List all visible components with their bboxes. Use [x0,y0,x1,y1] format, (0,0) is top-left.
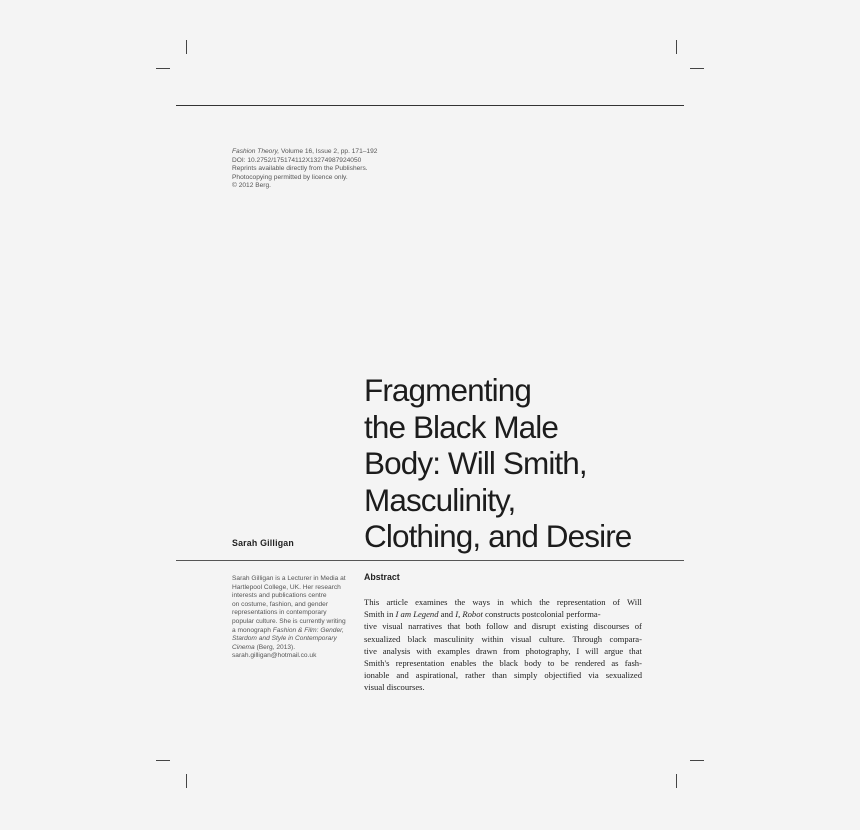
abstract-word: This [364,597,380,607]
abstract-body [364,596,642,694]
abstract-word: black [499,658,519,669]
crop-mark-bottom-left-horizontal [156,760,170,761]
abstract-word: and [513,621,527,632]
abstract-word: argue [604,645,624,656]
bio-line: representations in contemporary [232,609,327,617]
abstract-word: of [612,597,620,607]
abstract-word: body [524,658,542,669]
pub-info-doi: DOI: 10.2752/175174112X13274987924050 [232,156,362,164]
title-line: Fragmenting [364,372,531,408]
title-line: Masculinity, [364,481,516,518]
abstract-word: rather [465,670,486,681]
abstract-word: ways [472,597,491,607]
bio-line: Sarah Gilligan is a Lecturer in Media at [232,575,346,582]
author-email: sarah.gilligan@hotmail.co.uk [232,652,317,660]
crop-mark-bottom-right-horizontal [690,760,704,761]
abstract-line [364,633,642,645]
abstract-line [364,596,642,608]
abstract-word: examines [415,597,448,607]
abstract-word: sexualized [605,670,642,681]
abstract-word: examples [437,645,470,656]
header-rule [176,105,684,106]
abstract-word: masculinity [433,633,474,644]
pub-info-reprints: Reprints available directly from the Publishers. [232,165,368,173]
bio-line: Stardom and Style in Contemporary [232,635,337,643]
abstract-word: that [447,621,461,632]
bio-line: Hartlepool College, UK. Her research [232,583,341,591]
abstract-word: and [396,670,409,681]
abstract-word: the [539,597,550,607]
abstract-word: I [576,645,580,656]
abstract-word: Smith's [364,658,390,669]
abstract-line [364,620,642,632]
abstract-word: sexualized [364,633,401,644]
author-name: Sarah Gilligan [232,538,294,548]
abstract-word: objectified [544,670,582,681]
abstract-word: Will [627,597,642,607]
abstract-word: the [454,597,466,607]
abstract-word: to [547,658,555,669]
abstract-word: compara- [609,633,642,644]
abstract-word: of [634,621,642,632]
abstract-word: enables [450,658,477,669]
abstract-line [364,645,642,657]
abstract-word: visual [382,621,403,632]
pub-info-copyright: © 2012 Berg. [232,182,271,190]
crop-mark-bottom-left-vertical [186,774,187,788]
abstract-word: from [502,645,520,656]
crop-mark-top-left-vertical [186,40,187,54]
abstract-word: existing [560,621,589,632]
author-bio [232,575,357,661]
abstract-word: disrupt [531,621,556,632]
bio-line: popular culture. She is currently writing [232,617,346,625]
title-line: Body: Will Smith, [364,445,587,481]
abstract-line: Smith in I am Legend and I, Robot constructs postcolonial performa- [364,609,601,620]
abstract-word: analysis [382,645,411,656]
abstract-word: discourses [593,621,630,632]
bio-line: a monograph Fashion & Film: Gender, [232,626,344,634]
abstract-word: via [588,670,599,681]
abstract-word: with [416,645,432,656]
abstract-word: the [482,658,494,669]
abstract-word: representation [556,597,606,607]
abstract-word: tive [364,621,377,632]
bio-line: interests and publications centre [232,592,327,600]
section-rule [176,560,684,561]
abstract-word: in [497,597,504,607]
abstract-line: visual discourses. [364,682,425,693]
crop-mark-top-left-horizontal [156,68,170,69]
abstract-word: fash- [624,658,642,669]
bio-line: on costume, fashion, and gender [232,600,329,608]
title-line: Clothing, and Desire [364,518,632,554]
abstract-word: as [611,658,619,669]
abstract-word: culture. [538,633,565,644]
abstract-word: rendered [575,658,606,669]
abstract-word: both [465,621,481,632]
abstract-word: within [481,633,504,644]
abstract-word: aspirational, [415,670,459,681]
bio-line: Cinema (Berg, 2013). [232,643,296,651]
abstract-word: article [386,597,408,607]
abstract-word: photography, [525,645,571,656]
crop-mark-top-right-vertical [676,40,677,54]
abstract-word: which [511,597,533,607]
pub-info-line-1: Fashion Theory, Volume 16, Issue 2, pp. 171–192 [232,148,378,155]
crop-mark-bottom-right-vertical [676,774,677,788]
abstract-word: drawn [475,645,498,656]
abstract-word: simply [513,670,538,681]
abstract-word: black [407,633,427,644]
abstract-word: tive [364,645,377,656]
abstract-word: narratives [408,621,442,632]
abstract-word: Through [572,633,603,644]
pub-info-photocopying: Photocopying permitted by licence only. [232,173,348,181]
abstract-word: visual [510,633,532,644]
abstract-word: that [629,645,642,656]
abstract-line [364,669,642,681]
abstract-heading: Abstract [364,572,400,582]
abstract-word: will [585,645,599,656]
abstract-line [364,657,642,669]
abstract-word: follow [486,621,509,632]
abstract-word: ionable [364,670,390,681]
title-line: the Black Male [364,408,558,445]
publication-info [232,148,377,191]
abstract-word: be [560,658,569,669]
crop-mark-top-right-horizontal [690,68,704,69]
abstract-word: representation [395,658,445,669]
abstract-word: than [492,670,507,681]
article-title [364,372,631,555]
